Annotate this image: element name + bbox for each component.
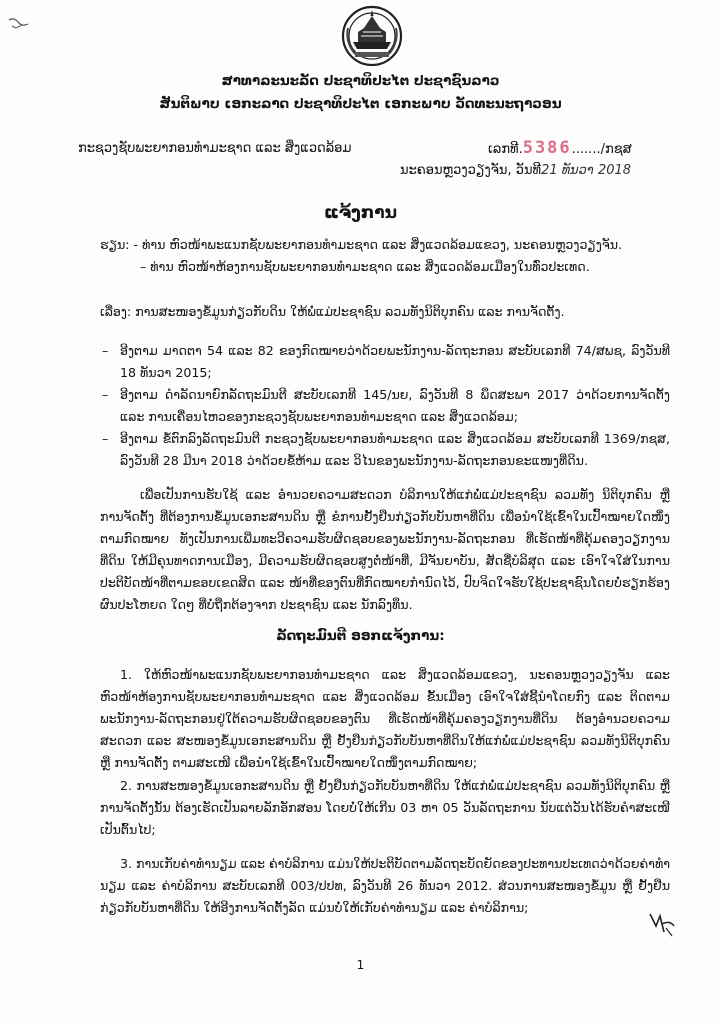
page-number: 1 xyxy=(356,958,365,972)
section-heading: ລັດຖະມົນຕີ ອອກແຈ້ງການ: xyxy=(276,628,445,644)
article-1: 1. ໃຫ້ຫົວໜ້າພະແນກຊັບພະຍາກອນທໍາມະຊາດ ແລະ ສິ່ງແວດລ້ອມແຂວງ, ນະຄອນຫຼວງວຽງຈັນ ແລະ ຫົວໜ້າຫ້ອງການຊັບພະຍາກອນທໍາມະຊາດ ແລະ ສິ່ງແວດລ້ອມ ຂັ້ນເມືອງ ເອົາໃຈໃສ່ຊີ້ນໍາໂດຍກົງ ແລະ ຕິດຕາມພະນັກງານ-ລັດຖະກອນຢູ່ໃຕ້ຄວາມຮັບຜິດຊອບຂອງຕົນ ທີ່ເຮັດໜ້າທີ່ຄຸ້ມຄອງວຽກງານທີ່ດິນ ຕ້ອງອໍານວຍຄວາມສະດວກ ແລະ ສະໜອງຂໍ້ມູນເອກະສານດິນ ຫຼື ຢັ້ງຢືນກ່ຽວກັບບັນຫາທີ່ດິນໃຫ້ແກ່ພໍ່ແມ່ປະຊາຊົນ ລວມທັງນິຕິບຸກຄົນ ຫຼື ການຈັດຕັ້ງ ຕາມສະເໜີ ເພື່ອນໍາໃຊ້ເຂົ້າໃນເປົ້າໝາຍໃດໜຶ່ງຕາມກົດໝາຍ; xyxy=(100,667,670,770)
addressees xyxy=(100,234,660,278)
ref-prefix: ເລກທີ xyxy=(488,142,519,157)
reference-item: – ອີງຕາມ ຂໍ້ຕົກລົງລັດຖະມົນຕີ ກະຊວງຊັບພະຍາກອນທໍາມະຊາດ ແລະ ສິ່ງແວດລ້ອມ ສະບັບເລກທີ 1369/ກຊສ, ລົງວັນທີ 28 ມີນາ 2018 ວ່າດ້ວຍຂໍ້ຫ້າມ ແລະ ວິໄນຂອງພະນັກງານ-ລັດຖະກອນຂະແໜງທີ່ດິນ. xyxy=(102,431,670,468)
handwritten-mark xyxy=(6,14,36,32)
article-2: 2. ການສະໜອງຂໍ້ມູນເອກະສານດິນ ຫຼື ຢັ້ງຢືນກ່ຽວກັບບັນຫາທີ່ດິນ ໃຫ້ແກ່ພໍ່ແມ່ປະຊາຊົນ ລວມທັງນິຕິບຸກຄົນ ຫຼື ການຈັດຕັ້ງນັ້ນ ຕ້ອງເຮັດເປັນລາຍລັກອັກສອນ ໂດຍບໍ່ໃຫ້ເກີນ 03 ຫາ 05 ວັນລັດຖະການ ນັບແຕ່ວັນໄດ້ຮັບຄໍາສະເໜີເປັນຕົ້ນໄປ; xyxy=(100,778,670,837)
subject-line: ເລື່ອງ: ການສະໜອງຂໍ້ມູນກ່ຽວກັບດິນ ໃຫ້ພໍ່ແມ່ປະຊາຊົນ ລວມທັງນິຕິບຸກຄົນ ແລະ ການຈັດຕັ້ງ. xyxy=(100,304,565,319)
addressee-line-1: - ທ່ານ ຫົວໜ້າພະແນກຊັບພະຍາກອນທໍາມະຊາດ ແລະ ສິ່ງແວດລ້ອມແຂວງ, ນະຄອນຫຼວງວຽງຈັນ. xyxy=(133,237,623,252)
reference-item: – ອີງຕາມ ມາດຕາ 54 ແລະ 82 ຂອງກົດໝາຍວ່າດ້ວຍພະນັກງານ-ລັດຖະກອນ ສະບັບເລກທີ 74/ສພຊ, ລົງວັນທີ 18 ທັນວາ 2015; xyxy=(102,343,670,380)
document-title: ແຈ້ງການ xyxy=(323,203,398,223)
place-date xyxy=(400,162,631,180)
legal-references xyxy=(100,340,670,472)
article-3: 3. ການເກັບຄ່າທໍານຽມ ແລະ ຄ່າບໍລິການ ແມ່ນໃຫ້ປະຕິບັດຕາມລັດຖະບັດຍັດຂອງປະທານປະເທດວ່າດ້ວຍຄ່າທໍານຽມ ແລະ ຄ່າບໍລິການ ສະບັບເລກທີ 003/ປປທ, ລົງວັນທີ 26 ທັນວາ 2012. ສ່ວນການສະໜອງຂໍ້ມູນ ຫຼື ຢັ້ງຢືນກ່ຽວກັບບັນຫາທີ່ດິນ ໃຫ້ອີງການຈັດຕັ້ງລັດ ແມ່ນບໍ່ໃຫ້ເກັບຄ່າທໍານຽມ ແລະ ຄ່າບໍລິການ; xyxy=(100,856,671,915)
initial-signature xyxy=(644,906,680,942)
reference-number: ເລກທີ.5386......./ກຊສ xyxy=(488,138,632,158)
national-emblem-icon xyxy=(333,2,411,66)
national-motto: ສັນຕິພາບ ເອກະລາດ ປະຊາທິປະໄຕ ເອກະພາບ ວັດທະນະຖາວອນ xyxy=(159,96,562,112)
handwritten-date: 21 ທັນວາ 2018 xyxy=(541,163,632,178)
place-date-prefix: ນະຄອນຫຼວງວຽງຈັນ, ວັນທີ xyxy=(400,163,542,178)
ministry-name: ກະຊວງຊັບພະຍາກອນທໍາມະຊາດ ແລະ ສິ່ງແວດລ້ອມ xyxy=(78,141,352,156)
addressee-label: ຮຽນ: xyxy=(100,237,130,252)
intro-paragraph: ເພື່ອເປັນການຮັບໃຊ້ ແລະ ອໍານວຍຄວາມສະດວກ ບໍລິການໃຫ້ແກ່ພໍ່ແມ່ປະຊາຊົນ ລວມທັງ ນິຕິບຸກຄົນ ຫຼື ການຈັດຕັ້ງ ທີ່ຕ້ອງການຂໍ້ມູນເອກະສານດິນ ຫຼື ຂໍການຢັ້ງຢືນກ່ຽວກັບບັນຫາທີ່ດິນ ເພື່ອນໍາໃຊ້ເຂົ້າໃນເປົ້າໝາຍໃດໜຶ່ງຕາມກົດໝາຍ ທັງເປັນການເພີ່ມທະວີຄວາມຮັບຜິດຊອບຂອງພະນັກງານ-ລັດຖະກອນ ທີ່ເຮັດໜ້າທີ່ຄຸ້ມຄອງວຽກງານທີ່ດິນ ໃຫ້ມີຄຸນທາດການເມືອງ, ມີຄວາມຮັບຜິດຊອບສູງຕໍ່ໜ້າທີ່, ມີຈັນຍາບັນ, ສັດຊື່ບໍລິສຸດ ແລະ ເອົາໃຈໃສ່ໃນການປະຕິບັດໜ້າທີ່ຕາມຂອບເຂດສິດ ແລະ ໜ້າທີ່ຂອງຕົນທີ່ກົດໝາຍກໍານົດໄວ້, ປົບຈິດໃຈຮັບໃຊ້ປະຊາຊົນໂດຍບໍ່ຮຽກຮ້ອງຜົນປະໂຫຍດ ໃດໆ ທີ່ບໍ່ຖືກຕ້ອງຈາກ ປະຊາຊົນ ແລະ ນັກລົງທຶນ. xyxy=(100,487,670,612)
ref-suffix: /ກຊສ xyxy=(600,142,632,157)
ref-number-stamp: 5386 xyxy=(522,138,572,158)
country-name: ສາທາລະນະລັດ ປະຊາທິປະໄຕ ປະຊາຊົນລາວ xyxy=(221,73,500,89)
addressee-line-2: – ທ່ານ ຫົວໜ້າຫ້ອງການຊັບພະຍາກອນທໍາມະຊາດ ແລະ ສິ່ງແວດລ້ອມເມືອງໃນທົ່ວປະເທດ. xyxy=(140,259,590,274)
reference-item: – ອີງຕາມ ດໍາລັດນາຍົກລັດຖະມົນຕີ ສະບັບເລກທີ 145/ນຍ, ລົງວັນທີ 8 ພຶດສະພາ 2017 ວ່າດ້ວຍການຈັດຕັ້ງ ແລະ ການເຄື່ອນໄຫວຂອງກະຊວງຊັບພະຍາກອນທໍາມະຊາດ ແລະ ສິ່ງແວດລ້ອມ; xyxy=(102,387,670,424)
